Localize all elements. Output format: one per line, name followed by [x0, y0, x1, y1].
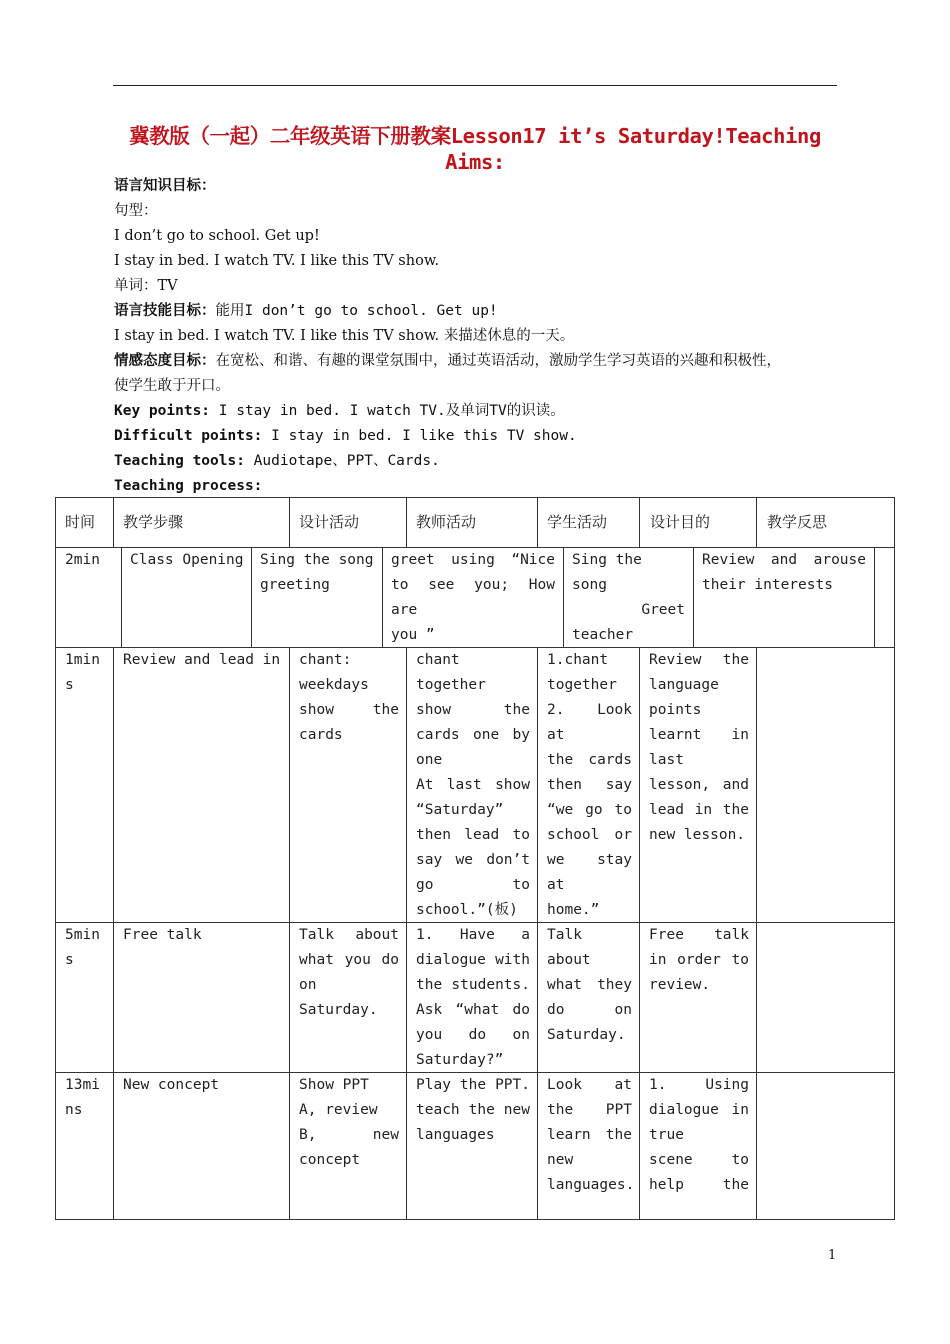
header-activity: 设计活动 — [299, 513, 360, 531]
sentence-2: I stay in bed. I watch TV. I like this TV show. — [114, 253, 440, 269]
row3-purpose: Free talk in order to review. — [649, 927, 749, 993]
row3-step: Free talk — [123, 927, 202, 943]
row3-student: Talk about what they do on Saturday. — [547, 927, 632, 1043]
difficult-points: Difficult points: I stay in bed. I like this TV show. — [114, 428, 577, 444]
teaching-tools: Teaching tools: Audiotape、PPT、Cards. — [114, 453, 440, 469]
sentence-label: 句型： — [114, 203, 158, 219]
header-teacher: 教师活动 — [416, 513, 477, 531]
row4-time: 13mi ns — [65, 1077, 100, 1118]
header-step: 教学步骤 — [123, 513, 184, 531]
row3-activity: Talk about what you do on Saturday. — [299, 927, 399, 1018]
emotion-line-2: 使学生敢于开口。 — [114, 378, 230, 394]
header-student: 学生活动 — [547, 513, 608, 531]
header-purpose: 设计目的 — [650, 513, 711, 531]
header-rule — [113, 85, 837, 86]
sentence-1: I don’t go to school. Get up! — [114, 228, 320, 244]
row2-step: Review and lead in — [123, 652, 281, 668]
header-time: 时间 — [65, 513, 96, 531]
row1-time: 2min — [65, 552, 100, 568]
teaching-process-label: Teaching process: — [114, 478, 263, 494]
row4-student: Look at the PPT learn the new languages. — [547, 1077, 635, 1193]
row1-student: Sing the song Greet teacher — [572, 552, 685, 643]
row2-time: 1min s — [65, 652, 100, 693]
document-title: 冀教版（一起）二年级英语下册教案Lesson17 it’s Saturday!Teaching Aims: — [129, 124, 821, 174]
row4-teacher: Play the PPT. teach the new languages — [416, 1077, 530, 1143]
row2-purpose: Review the language points learnt in last lesson, and lead in the new lesson. — [649, 652, 749, 843]
row4-step: New concept — [123, 1077, 220, 1093]
key-points: Key points: I stay in bed. I watch TV.及单词TV的识读。 — [114, 403, 565, 419]
word-label: 单词：TV — [114, 278, 178, 294]
emotion-line: 情感态度目标：在宽松、和谐、有趣的课堂氛围中，通过英语活动，激励学生学习英语的兴趣和积极性， — [114, 353, 781, 369]
row2-activity: chant: weekdays show the cards — [299, 652, 399, 743]
row2-teacher: chant together show the cards one by one At last show “Saturday” then lead to say we don’t go to school.”(板) — [416, 652, 530, 918]
row1-step: Class Opening — [130, 552, 244, 568]
row4-activity: Show PPT A, review B, new concept — [299, 1077, 399, 1168]
page-number: 1 — [828, 1248, 837, 1263]
row1-activity: Sing the song greeting — [260, 552, 374, 593]
header-reflection: 教学反思 — [767, 513, 828, 531]
skill-line: 语言技能目标：能用I don’t go to school. Get up! — [114, 303, 498, 319]
row4-purpose: 1. Using dialogue in true scene to help the — [649, 1077, 749, 1193]
row1-teacher: greet using “Nice to see you; How are you ” — [391, 552, 555, 643]
row3-time: 5min s — [65, 927, 100, 968]
row1-purpose: Review and arouse their interests — [702, 552, 866, 593]
skill-line-2: I stay in bed. I watch TV. I like this TV show. 来描述休息的一天。 — [114, 328, 575, 344]
row3-teacher: 1. Have a dialogue with the students. Ask “what do you do on Saturday?” — [416, 927, 530, 1068]
row2-student: 1.chant together 2. Look at the cards then say “we go to school or we stay at home.” — [547, 652, 632, 918]
knowledge-label: 语言知识目标： — [114, 178, 216, 194]
